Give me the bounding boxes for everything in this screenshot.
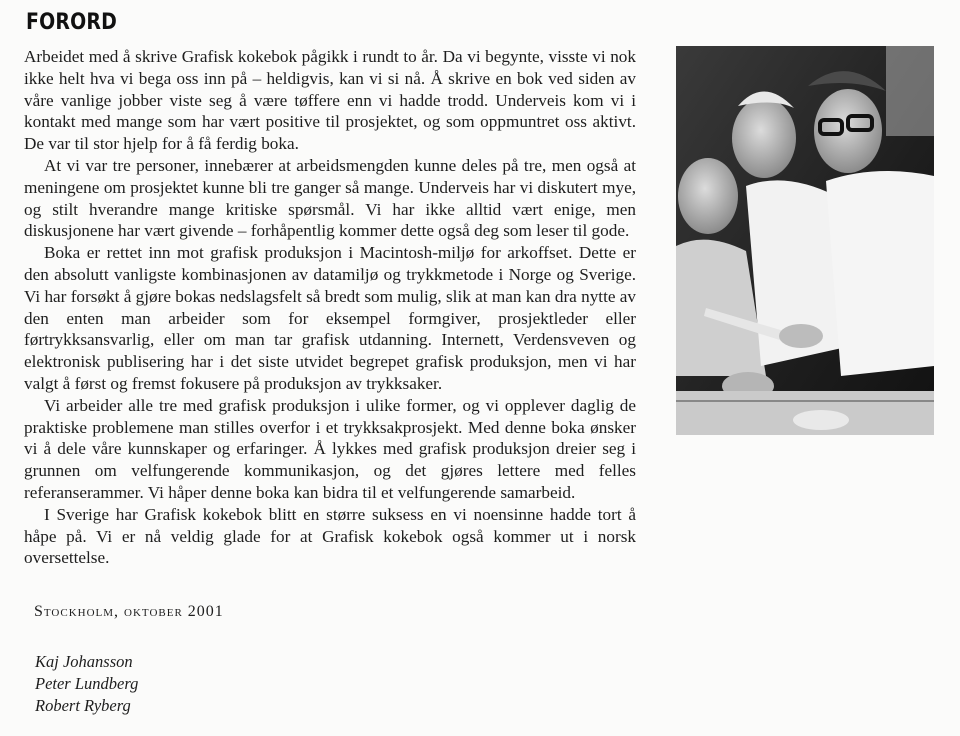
- paragraph: Arbeidet med å skrive Grafisk kokebok pågikk i rundt to år. Da vi begynte, visste vi nok ikke helt hva vi bega oss inn på – heldigvis, kan vi si nå. Å skrive en bok ved siden av våre vanlige jobber viste seg å være tøffere enn vi hadde trodd. Underveis kom vi i kontakt med mange som har vært positive til prosjektet, og som oppmuntret oss aktivt. De var til stor hjelp for å få ferdig boka.: [24, 47, 636, 154]
- author-name: Peter Lundberg: [35, 674, 139, 693]
- author-name: Robert Ryberg: [35, 696, 131, 715]
- place-date: Stockholm, oktober 2001: [34, 603, 224, 620]
- paragraph: At vi var tre personer, innebærer at arbeidsmengden kunne deles på tre, men også at meningene om prosjektet kunne bli tre ganger så mange. Underveis har vi diskutert mye, og stilt hverandre mange kritiske spørsmål. Vi har ikke alltid vært enige, men diskusjonene har vært givende – forhåpentlig kommer dette også deg som leser til gode.: [24, 155, 636, 241]
- page-title: FORORD: [26, 10, 117, 35]
- paragraph: I Sverige har Grafisk kokebok blitt en større suksess en vi noensinne hadde tort å håpe på. Vi er nå veldig glade for at Grafisk kokebok også kommer ut i norsk oversettelse.: [24, 504, 636, 568]
- author-list: [35, 651, 138, 717]
- authors-photo: [676, 46, 934, 435]
- paragraph: Boka er rettet inn mot grafisk produksjon i Macintosh-miljø for arkoffset. Dette er den absolutt vanligste kombinasjonen av datamiljø og trykkmetode i Norge og Sverige. Vi har forsøkt å gjøre bokas nedslagsfelt så bredt som mulig, slik at man kan dra nytte av den enten man arbeider som for eksempel formgiver, prosjektleder eller førtrykksansvarlig, eller om man tar grafisk utdanning. Internett, Verdensveven og elektronisk publisering har i det siste utvidet begrepet grafisk produksjon, men vi har valgt å først og fremst fokusere på produksjon av trykksaker.: [24, 243, 636, 393]
- photo-illustration: [676, 46, 934, 435]
- foreword-body: [24, 46, 636, 569]
- paragraph: Vi arbeider alle tre med grafisk produksjon i ulike former, og vi opplever daglig de praktiske problemene man stilles overfor i et trykksakprosjekt. Med denne boka ønsker vi å dele våre kunnskaper og erfaringer. Å lykkes med grafisk produksjon dreier seg i grunnen om velfungerende kommunikasjon, og det gjøres lettere med felles referanserammer. Vi håper denne boka kan bidra til et velfungerende samarbeid.: [24, 395, 636, 502]
- author-name: Kaj Johansson: [35, 652, 133, 671]
